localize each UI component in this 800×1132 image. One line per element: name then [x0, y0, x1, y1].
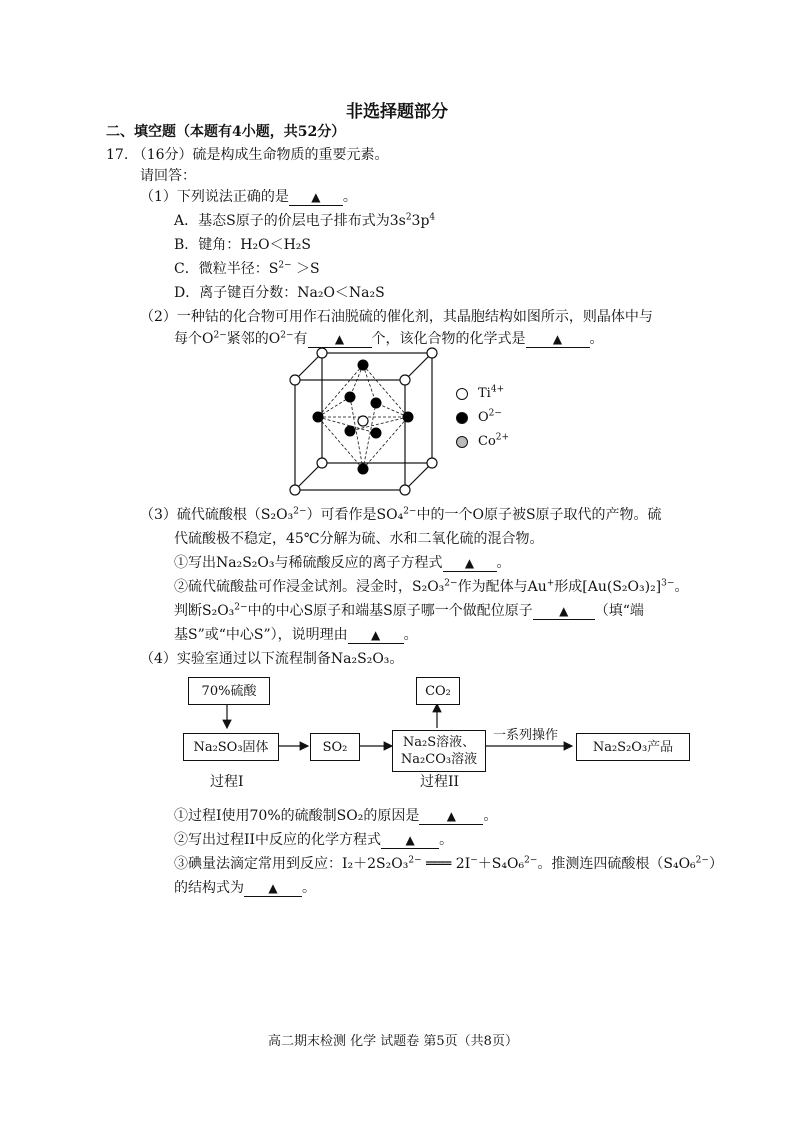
q3-text: ）可看作是SO₄ [306, 507, 404, 523]
superscript: 2− [403, 506, 417, 517]
q1-line: （1）下列说法正确的是 ▲ 。 [140, 189, 357, 205]
legend-ti-dot [456, 388, 468, 400]
superscript: 2− [234, 602, 248, 613]
q3-reason-blank[interactable]: ▲ [348, 627, 404, 644]
q3-text: 。 [674, 579, 689, 595]
q2-text: 每个O [174, 331, 214, 347]
superscript: 2− [408, 855, 422, 866]
co-atom [290, 375, 300, 385]
q3-line2: 代硫酸极不稳定，45℃分解为硫、水和二氧化硫的混合物。 [174, 531, 544, 547]
q1-option-c [174, 259, 320, 279]
superscript: 4 [429, 212, 436, 223]
q2-text: 。 [589, 331, 604, 347]
q3-sub2-line1 [174, 577, 688, 597]
q3-text: 中的一个O原子被S原子取代的产物。硫 [416, 507, 662, 523]
q4-line [140, 649, 403, 669]
legend-ti [456, 386, 504, 401]
process1-label: 过程I [210, 774, 244, 790]
option-letter: A． [174, 213, 199, 229]
q1-option-b [174, 235, 311, 255]
q1-answer-blank[interactable]: ▲ [289, 189, 343, 206]
q3-text: 。 [403, 627, 418, 643]
q2-formula-blank[interactable]: ▲ [526, 331, 590, 348]
legend-o-label: $O^{2-}$ [478, 408, 502, 425]
o-atom [371, 398, 382, 409]
q2-text: 紧邻的O [226, 331, 281, 347]
crystal-cell-figure [280, 345, 440, 505]
q1-option-a [174, 211, 435, 231]
o-atom [358, 464, 369, 475]
answer-prompt: 请回答： [140, 168, 196, 184]
q4-text: ③碘量法滴定常用到反应：I₂＋2S₂O₃ [174, 856, 409, 872]
q2-text: 有 [293, 331, 308, 347]
legend-o-dot [456, 412, 468, 424]
co-atom [317, 458, 327, 468]
q3-text: 基S”或“中心S”），说明理由 [174, 627, 348, 643]
ti-atom [358, 416, 368, 426]
q4-text: 的结构式为 [174, 880, 244, 896]
q2-text: 一种钴的化合物可用作石油脱硫的催化剂，其晶胞结构如图所示，则晶体中与 [176, 309, 653, 325]
q4-sub1-text: ①过程I使用70%的硫酸制SO₂的原因是 [174, 808, 420, 824]
flow-solid-box: Na₂SO₃固体 [183, 733, 279, 761]
flow-mix-box [392, 730, 486, 772]
flow-ops-label: 一系列操作 [493, 728, 559, 743]
q4-sub3-line1 [174, 854, 723, 874]
superscript: − [470, 855, 478, 866]
q3-sub2-line3 [174, 625, 418, 645]
q3-text: ②硫代硫酸盐可作浸金试剂。浸金时，S₂O₃ [174, 579, 445, 595]
q4-label: （4） [140, 651, 177, 667]
o-atom [358, 360, 369, 371]
q1-label: （1） [140, 189, 177, 205]
q3-text: 作为配体与Au [457, 579, 547, 595]
q3-sub2-line2 [174, 601, 644, 621]
question-text: 硫是构成生命物质的重要元素。 [192, 147, 389, 163]
o-atom [345, 426, 356, 437]
superscript: 2− [280, 330, 294, 341]
process2-label: 过程II [420, 774, 460, 790]
option-text: ＞S [291, 261, 320, 277]
question-number: 17. [106, 147, 129, 163]
flow-so2-box: SO₂ [310, 733, 360, 761]
option-text: 基态S原子的价层电子排布式为3s [198, 213, 406, 229]
question-stem [106, 145, 389, 165]
option-letter: B． [174, 237, 199, 253]
section-title: 非选择题部分 [346, 102, 448, 122]
q2-text: 个，该化合物的化学式是 [371, 331, 526, 347]
q1-text: 下列说法正确的是 [176, 189, 289, 205]
superscript: 2− [213, 330, 227, 341]
q3-text: （填“端 [594, 603, 644, 619]
q3-sub1-blank[interactable]: ▲ [443, 555, 497, 572]
q4-sub1: ①过程I使用70%的硫酸制SO₂的原因是 ▲ 。 [174, 808, 498, 824]
option-letter: C． [174, 261, 199, 277]
legend-co-label: $Co^{2+}$ [478, 432, 510, 449]
q1-option-d [174, 283, 385, 303]
superscript: 3− [661, 578, 675, 589]
legend-co-dot [456, 436, 468, 448]
legend-o [456, 410, 502, 425]
q3-text: 形成[Au(S₂O₃)₂] [554, 579, 662, 595]
superscript: 2− [524, 855, 538, 866]
mix-line2: Na₂CO₃溶液 [400, 752, 478, 767]
option-text: 键角：H₂O＜H₂S [198, 237, 312, 253]
co-atom [317, 348, 327, 358]
superscript: + [546, 578, 555, 589]
superscript: 2− [695, 855, 709, 866]
co-atom [290, 485, 300, 495]
o-atom [403, 412, 414, 423]
o-atom [371, 428, 382, 439]
legend-co [456, 434, 509, 449]
page-footer: 高二期末检测 化学 试题卷 第5页（共8页） [268, 1034, 518, 1049]
q2-line1 [140, 307, 653, 327]
option-text: 微粒半径：S [198, 261, 279, 277]
option-text: 离子键百分数：Na₂O＜Na₂S [199, 285, 385, 301]
q3-line1 [140, 505, 662, 525]
superscript: 2− [444, 578, 458, 589]
q3-label: （3） [140, 507, 177, 523]
q3-text: 判断S₂O₃ [174, 603, 235, 619]
q4-sub2: ②写出过程II中反应的化学方程式 ▲ 。 [174, 832, 454, 848]
q3-text: 硫代硫酸根（S₂O₃ [176, 507, 294, 523]
q4-text: 。推测连四硫酸根（S₄O₆ [537, 856, 696, 872]
option-letter: D． [174, 285, 200, 301]
superscript: 2− [293, 506, 307, 517]
question-points: （16分） [132, 147, 193, 163]
q3-sub1-text: ①写出Na₂S₂O₃与稀硫酸反应的离子方程式 [174, 555, 443, 571]
q4-sub2-blank[interactable]: ▲ [381, 832, 439, 849]
mix-line1: Na₂S溶液、 [402, 735, 476, 750]
co-atom [400, 375, 410, 385]
q3-text: 中的中心S原子和端基S原子哪一个做配位原子 [247, 603, 533, 619]
flow-acid-box: 70%硫酸 [188, 677, 270, 705]
o-atom [345, 392, 356, 403]
q2-count-blank[interactable]: ▲ [308, 331, 372, 348]
q4-sub3-blank[interactable]: ▲ [244, 880, 302, 897]
flow-co2-box: CO₂ [416, 677, 460, 705]
q4-text: ＋S₄O₆ [477, 856, 525, 872]
q4-sub2-text: ②写出过程II中反应的化学方程式 [174, 832, 382, 848]
q4-sub3-line2: 的结构式为 ▲ 。 [174, 880, 316, 896]
q4-text: ═══ 2I [421, 856, 471, 872]
flow-product-box: Na₂S₂O₃产品 [576, 733, 690, 761]
option-text: 3p [411, 213, 430, 229]
q4-text: ） [708, 856, 723, 872]
superscript: 2 [405, 212, 412, 223]
co-atom [427, 458, 437, 468]
q4-text: 实验室通过以下流程制备Na₂S₂O₃。 [176, 651, 404, 667]
q3-coord-atom-blank[interactable]: ▲ [533, 603, 595, 620]
superscript: 2− [278, 260, 292, 271]
o-atom [313, 412, 324, 423]
q3-sub1: ①写出Na₂S₂O₃与稀硫酸反应的离子方程式 ▲ 。 [174, 555, 511, 571]
q2-label: （2） [140, 309, 177, 325]
q4-sub1-blank[interactable]: ▲ [419, 808, 483, 825]
co-atom [400, 485, 410, 495]
co-atom [427, 348, 437, 358]
part-heading: 二、填空题（本题有4小题，共52分） [106, 124, 346, 140]
legend-ti-label: $Ti^{4+}$ [478, 384, 505, 401]
